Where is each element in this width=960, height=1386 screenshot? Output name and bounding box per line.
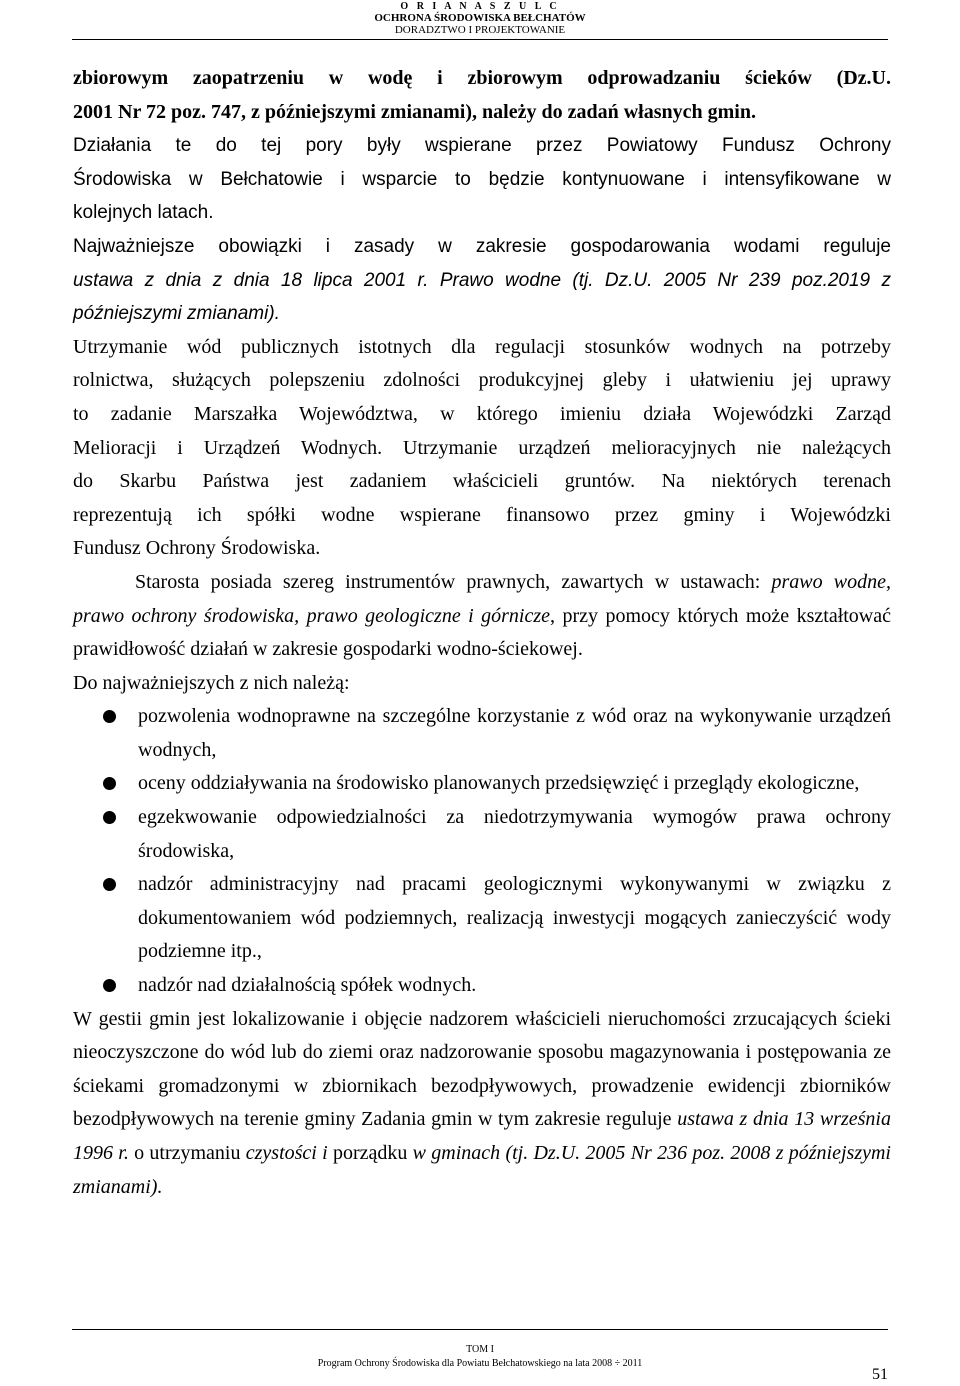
list-item: [73, 767, 891, 801]
bullet-icon: [103, 811, 116, 824]
paragraph-line: to zadanie Marszałka Województwa, w którego imieniu działa Wojewódzki Zarząd: [73, 402, 891, 425]
list-item-text: nadzór administracyjny nad pracami geologicznymi wykonywanymi w związku z dokumentowaniem wód podziemnych, realizacją inwestycji mogących zanieczyścić wody podziemne itp.,: [138, 873, 891, 963]
text-run: porządku: [327, 1142, 413, 1164]
law-reference: w gminach (tj. Dz.U. 2005 Nr 236 poz. 2008 z późniejszymi zmianami).: [73, 1142, 891, 1198]
paragraph-line: Melioracji i Urządzeń Wodnych. Utrzymanie urządzeń melioracyjnych nie należących: [73, 436, 891, 459]
list-item-text: nadzór nad działalnością spółek wodnych.: [138, 974, 477, 997]
list-item-text: pozwolenia wodnoprawne na szczególne korzystanie z wód oraz na wykonywanie urządzeń wodnych,: [138, 705, 891, 761]
law-names: prawo wodne, prawo ochrony środowiska, prawo geologiczne i górnicze: [73, 570, 892, 627]
list-item: [73, 868, 891, 969]
list-intro: Do najważniejszych z nich należą:: [73, 671, 350, 694]
page-number: 51: [872, 1366, 888, 1383]
list-item: [73, 700, 891, 767]
paragraph-line: rolnictwa, służących polepszeniu zdolności produkcyjnej gleby i ułatwieniu jej uprawy: [73, 369, 891, 392]
gminy-paragraph: [73, 1003, 891, 1205]
paragraph-line: ustawa z dnia z dnia 18 lipca 2001 r. Prawo wodne (tj. Dz.U. 2005 Nr 239 poz.2019 z: [73, 269, 891, 291]
text-run: Starosta posiada szereg instrumentów prawnych, zawartych w ustawach:: [135, 570, 772, 593]
text-run: , przy pomocy których może kształtować prawidłowość działań w zakresie gospodarki wodno-ściekowej.: [73, 604, 892, 661]
law-reference: ustawa z dnia 13 września 1996 r.: [73, 1108, 891, 1164]
law-reference: czystości i: [245, 1142, 328, 1164]
header-divider: [72, 39, 888, 40]
duties-list: [73, 700, 891, 1002]
bullet-icon: [103, 777, 116, 790]
text-run: o utrzymaniu: [128, 1142, 246, 1164]
document-body: [73, 62, 891, 1204]
paragraph-line: kolejnych latach.: [73, 202, 214, 224]
bullet-icon: [103, 979, 116, 992]
company-subtitle: OCHRONA ŚRODOWISKA BEŁCHATÓW: [374, 12, 586, 24]
paragraph-line: Utrzymanie wód publicznych istotnych dla regulacji stosunków wodnych na potrzeby: [73, 335, 891, 358]
paragraph-line: Najważniejsze obowiązki i zasady w zakresie gospodarowania wodami reguluje: [73, 235, 891, 257]
paragraph-line: późniejszymi zmianami).: [73, 303, 280, 325]
footer-volume: TOM I: [466, 1344, 494, 1355]
list-item: [73, 801, 891, 868]
footer-divider: [72, 1329, 888, 1330]
paragraph-line: Działania te do tej pory były wspierane przez Powiatowy Fundusz Ochrony: [73, 135, 891, 157]
paragraph-line: 2001 Nr 72 poz. 747, z późniejszymi zmianami), należy do zadań własnych gmin.: [73, 100, 756, 123]
paragraph-line: Fundusz Ochrony Środowiska.: [73, 537, 321, 560]
paragraph-line: zbiorowym zaopatrzeniu w wodę i zbiorowym odprowadzaniu ścieków (Dz.U.: [73, 67, 891, 89]
text-run: W gestii gmin jest lokalizowanie i objęcie nadzorem właścicieli nieruchomości zrzucających ścieki nieoczyszczone do wód lub do ziemi oraz nadzorowanie sposobu magazynowania i postępowania ze ściekami gromadzonymi w zbiornikach bezodpływowych, prowadzenie ewidencji zbiorników bezodpływowych na terenie gminy Zadania gmin w tym zakresie reguluje: [73, 1007, 891, 1131]
list-item-text: oceny oddziaływania na środowisko planowanych przedsięwzięć i przeglądy ekologiczne,: [138, 772, 860, 795]
list-item-text: egzekwowanie odpowiedzialności za niedotrzymywania wymogów prawa ochrony środowiska,: [138, 806, 891, 862]
paragraph-line: do Skarbu Państwa jest zadaniem właścicieli gruntów. Na niektórych terenach: [73, 470, 891, 493]
bullet-icon: [103, 710, 116, 723]
paragraph-line: Środowiska w Bełchatowie i wsparcie to będzie kontynuowane i intensyfikowane w: [73, 168, 891, 190]
company-name: O R I A N A S Z U L C: [400, 1, 560, 12]
paragraph-line: reprezentują ich spółki wodne wspierane finansowo przez gminy i Wojewódzki: [73, 503, 891, 526]
list-item: [73, 969, 891, 1003]
page-footer: [0, 1343, 960, 1371]
footer-program: Program Ochrony Środowiska dla Powiatu Bełchatowskiego na lata 2008 ÷ 2011: [317, 1358, 643, 1369]
page-header: [0, 0, 960, 37]
company-services: DORADZTWO I PROJEKTOWANIE: [394, 24, 566, 36]
bullet-icon: [103, 878, 116, 891]
starosta-paragraph: [73, 566, 891, 667]
